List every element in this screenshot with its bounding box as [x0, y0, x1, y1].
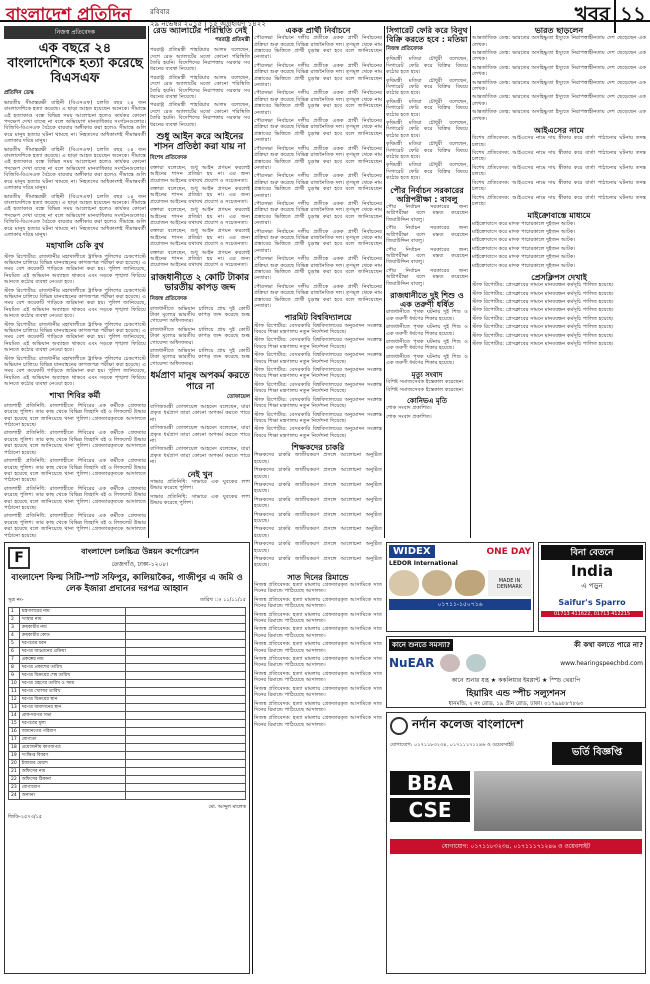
row-value	[126, 608, 246, 616]
notice-org: বাংলাদেশ চলচ্চিত্র উন্নয়ন কর্পোরেশন	[81, 547, 199, 556]
row-value	[126, 752, 246, 760]
story-single-candidate: পৌরসভা নির্বাচনে দলীয় প্রতীকে একক প্রার্থী নির্বাচনের প্রক্রিয়া শুরু করেছে বিভিন্ন রাজনৈতিক দল। তৃণমূল থেকে নাম প্রস্তাবের ভিত্তিতে প্রার্থী চূড়ান্ত করা হবে বলে জানিয়েছেন নেতারা। পৌরসভা নির্বাচনে দলীয় প্রতীকে একক প্রার্থী নির্বাচনের প্রক্রিয়া শুরু করেছে বিভিন্ন রাজনৈতিক দল। তৃণমূল থেকে নাম প্রস্তাবের ভিত্তিতে প্রার্থী চূড়ান্ত করা হবে বলে জানিয়েছেন নেতারা। পৌরসভা নির্বাচনে দলীয় প্রতীকে একক প্রার্থী নির্বাচনের প্রক্রিয়া শুরু করেছে বিভিন্ন রাজনৈতিক দল। তৃণমূল থেকে নাম প্রস্তাবের ভিত্তিতে প্রার্থী চূড়ান্ত করা হবে বলে জানিয়েছেন নেতারা। পৌরসভা নির্বাচনে দলীয় প্রতীকে একক প্রার্থী নির্বাচনের প্রক্রিয়া শুরু করেছে বিভিন্ন রাজনৈতিক দল। তৃণমূল থেকে নাম প্রস্তাবের ভিত্তিতে প্রার্থী চূড়ান্ত করা হবে বলে জানিয়েছেন নেতারা। পৌরসভা নির্বাচনে দলীয় প্রতীকে একক প্রার্থী নির্বাচনের প্রক্রিয়া শুরু করেছে বিভিন্ন রাজনৈতিক দল। তৃণমূল থেকে নাম প্রস্তাবের ভিত্তিতে প্রার্থী চূড়ান্ত করা হবে বলে জানিয়েছেন নেতারা। পৌরসভা নির্বাচনে দলীয় প্রতীকে একক প্রার্থী নির্বাচনের প্রক্রিয়া শুরু করেছে বিভিন্ন রাজনৈতিক দল। তৃণমূল থেকে নাম প্রস্তাবের ভিত্তিতে প্রার্থী চূড়ান্ত করা হবে বলে জানিয়েছেন নেতারা। পৌরসভা নির্বাচনে দলীয় প্রতীকে একক প্রার্থী নির্বাচনের প্রক্রিয়া শুরু করেছে বিভিন্ন রাজনৈতিক দল। তৃণমূল থেকে নাম প্রস্তাবের ভিত্তিতে প্রার্থী চূড়ান্ত করা হবে বলে জানিয়েছেন নেতারা। পৌরসভা নির্বাচনে দলীয় প্রতীকে একক প্রার্থী নির্বাচনের প্রক্রিয়া শুরু করেছে বিভিন্ন রাজনৈতিক দল। তৃণমূল থেকে নাম প্রস্তাবের ভিত্তিতে প্রার্থী চূড়ান্ত করা হবে বলে জানিয়েছেন নেতারা। পৌরসভা নির্বাচনে দলীয় প্রতীকে একক প্রার্থী নির্বাচনের প্রক্রিয়া শুরু করেছে বিভিন্ন রাজনৈতিক দল। তৃণমূল থেকে নাম প্রস্তাবের ভিত্তিতে প্রার্থী চূড়ান্ত করা হবে বলে জানিয়েছেন নেতারা। পৌরসভা নির্বাচনে দলীয় প্রতীকে একক প্রার্থী নির্বাচনের প্রক্রিয়া শুরু করেছে বিভিন্ন রাজনৈতিক দল। তৃণমূল থেকে নাম প্রস্তাবের ভিত্তিতে প্রার্থী চূড়ান্ত করা হবে বলে জানিয়েছেন নেতারা।	[254, 35, 382, 310]
notice-address: তেজগাঁও, ঢাকা-১২০৮।	[111, 561, 169, 568]
row-number: 12	[9, 696, 20, 704]
headline-condolence: কোনিভএ মৃতি	[406, 397, 448, 406]
story-rape: রাজধানীতে পৃথক ঘটনায় দুই শিশু ও এক তরুণী ধর্ষণের শিকার হয়েছে। রাজধানীতে পৃথক ঘটনায় দুই শিশু ও এক তরুণী ধর্ষণের শিকার হয়েছে। রাজধানীতে পৃথক ঘটনায় দুই শিশু ও এক তরুণী ধর্ষণের শিকার হয়েছে। রাজধানীতে পৃথক ঘটনায় দুই শিশু ও এক তরুণী ধর্ষণের শিকার হয়েছে।	[386, 309, 468, 367]
widex-company: LEDOR International	[389, 560, 458, 567]
story-is: বিশেষ প্রতিবেদক: আইএসের নামে দায় স্বীকার করে বার্তা পাঠানোর ঘটনায় তদন্ত চলছে। বিশেষ প্রতিবেদক: আইএসের নামে দায় স্বীকার করে বার্তা পাঠানোর ঘটনায় তদন্ত চলছে। বিশেষ প্রতিবেদক: আইএসের নামে দায় স্বীকার করে বার্তা পাঠানোর ঘটনায় তদন্ত চলছে। বিশেষ প্রতিবেদক: আইএসের নামে দায় স্বীকার করে বার্তা পাঠানোর ঘটনায় তদন্ত চলছে। বিশেষ প্রতিবেদক: আইএসের নামে দায় স্বীকার করে বার্তা পাঠানোর ঘটনায় তদন্ত চলছে।	[472, 135, 646, 207]
row-value	[126, 712, 246, 720]
hearing-aid-icon	[422, 570, 452, 596]
widex-ad	[386, 542, 534, 632]
story-left-india: আন্তর্জাতিক ডেস্ক: ভারতের অসহিষ্ণুতা ইস্যুতে নিরাপত্তাহীনতায় দেশ ছেড়েছেন এক লেখক। আন্তর্জাতিক ডেস্ক: ভারতের অসহিষ্ণুতা ইস্যুতে নিরাপত্তাহীনতায় দেশ ছেড়েছেন এক লেখক। আন্তর্জাতিক ডেস্ক: ভারতের অসহিষ্ণুতা ইস্যুতে নিরাপত্তাহীনতায় দেশ ছেড়েছেন এক লেখক। আন্তর্জাতিক ডেস্ক: ভারতের অসহিষ্ণুতা ইস্যুতে নিরাপত্তাহীনতায় দেশ ছেড়েছেন এক লেখক। আন্তর্জাতিক ডেস্ক: ভারতের অসহিষ্ণুতা ইস্যুতে নিরাপত্তাহীনতায় দেশ ছেড়েছেন এক লেখক। আন্তর্জাতিক ডেস্ক: ভারতের অসহিষ্ণুতা ইস্যুতে নিরাপত্তাহীনতায় দেশ ছেড়েছেন এক লেখক।	[472, 35, 646, 122]
admission-badge: ভর্তি বিজ্ঞপ্তি	[552, 742, 642, 765]
table-row	[9, 752, 246, 760]
kicker: নিজস্ব প্রতিবেদক	[4, 26, 146, 39]
row-value	[126, 704, 246, 712]
row-number: 16	[9, 728, 20, 736]
headline-remand: সাত দিনের রিমান্ডে	[287, 572, 349, 582]
nuear-question: কানে শুনতে সমস্যা?	[389, 639, 453, 651]
row-value	[126, 640, 246, 648]
hearing-aid-icon	[455, 570, 485, 596]
table-row	[9, 608, 246, 616]
row-value	[126, 648, 246, 656]
story-obituary: বিশিষ্ট সমাজসেবক ইন্তেকাল করেছেন। বিশিষ্ট সমাজসেবক ইন্তেকাল করেছেন।	[386, 378, 464, 394]
table-row	[9, 632, 246, 640]
row-value	[126, 616, 246, 624]
row-number: 1	[9, 608, 20, 616]
row-number: 14	[9, 712, 20, 720]
row-number: 20	[9, 760, 20, 768]
column-2	[150, 26, 250, 538]
table-row	[9, 664, 246, 672]
story-remand: নিজস্ব প্রতিবেদক: হত্যা মামলায় গ্রেফতারকৃত আসামিকে সাত দিনের রিমান্ডে পাঠিয়েছে আদালত। নিজস্ব প্রতিবেদক: হত্যা মামলায় গ্রেফতারকৃত আসামিকে সাত দিনের রিমান্ডে পাঠিয়েছে আদালত। নিজস্ব প্রতিবেদক: হত্যা মামলায় গ্রেফতারকৃত আসামিকে সাত দিনের রিমান্ডে পাঠিয়েছে আদালত। নিজস্ব প্রতিবেদক: হত্যা মামলায় গ্রেফতারকৃত আসামিকে সাত দিনের রিমান্ডে পাঠিয়েছে আদালত। নিজস্ব প্রতিবেদক: হত্যা মামলায় গ্রেফতারকৃত আসামিকে সাত দিনের রিমান্ডে পাঠিয়েছে আদালত। নিজস্ব প্রতিবেদক: হত্যা মামলায় গ্রেফতারকৃত আসামিকে সাত দিনের রিমান্ডে পাঠিয়েছে আদালত। নিজস্ব প্রতিবেদক: হত্যা মামলায় গ্রেফতারকৃত আসামিকে সাত দিনের রিমান্ডে পাঠিয়েছে আদালত। নিজস্ব প্রতিবেদক: হত্যা মামলায় গ্রেফতারকৃত আসামিকে সাত দিনের রিমান্ডে পাঠিয়েছে আদালত। নিজস্ব প্রতিবেদক: হত্যা মামলায় গ্রেফতারকৃত আসামিকে সাত দিনের রিমান্ডে পাঠিয়েছে আদালত। নিজস্ব প্রতিবেদক: হত্যা মামলায় গ্রেফতারকৃত আসামিকে সাত দিনের রিমান্ডে পাঠিয়েছে আদালত।	[254, 582, 382, 728]
row-label: প্রকল্পের নাম	[19, 656, 126, 664]
headline-is: আইএসের নামে	[533, 126, 584, 136]
row-value	[126, 728, 246, 736]
headline-shibir: শাখা শিবির কর্মী	[49, 390, 101, 400]
row-number: 9	[9, 672, 20, 680]
row-number: 13	[9, 704, 20, 712]
row-label: দরপত্র বিক্রয়ের শেষ তারিখ	[19, 672, 126, 680]
nuear-ad	[386, 636, 646, 708]
headline-babul: পৌর নির্বাচন সরকারের অগ্নিপরীক্ষা : বাবলু	[390, 185, 464, 204]
row-number: 6	[9, 648, 20, 656]
headline-teachers: শিক্ষকদের চাকরি	[291, 443, 345, 453]
row-label: দরপত্র প্রকাশের তারিখ	[19, 664, 126, 672]
row-value	[126, 792, 246, 800]
table-row	[9, 704, 246, 712]
table-row	[9, 616, 246, 624]
column-rule	[252, 26, 253, 974]
headline-left-india: ভারত ছাড়লেন	[534, 26, 584, 35]
row-number: 7	[9, 656, 20, 664]
row-label: দরপত্র খোলার তারিখ	[19, 688, 126, 696]
saifurs-phone: 01713 411622, 01713 412215	[541, 611, 643, 617]
row-number: 2	[9, 616, 20, 624]
hearing-aid-icon	[466, 654, 486, 672]
nuear-company: হিয়ারিং এন্ড স্পীচ সল্যুশনস	[466, 689, 566, 699]
table-row	[9, 784, 246, 792]
row-number: 23	[9, 784, 20, 792]
table-row	[9, 680, 246, 688]
row-label: প্রাক-দরপত্র সভা	[19, 712, 126, 720]
date: ২৯ নভেম্বর ২০১৫ | ১৫ অগ্রহায়ণ ১৪২২	[150, 20, 266, 28]
hearing-aid-icon	[389, 570, 419, 596]
widex-made: MADE IN DENMARK	[488, 570, 531, 596]
byline-cloth: নিজস্ব প্রতিবেদক	[150, 295, 187, 302]
college-name: নর্দান কলেজ বাংলাদেশ	[412, 717, 524, 731]
row-value	[126, 768, 246, 776]
college-logo-icon	[390, 717, 408, 735]
row-value	[126, 736, 246, 744]
story-university: স্টাফ রিপোর্টার: বেসরকারি বিশ্ববিদ্যালয়ের অনুমোদন সংক্রান্ত বিষয়ে শিক্ষা মন্ত্রণালয় নতুন নির্দেশনা দিয়েছে। স্টাফ রিপোর্টার: বেসরকারি বিশ্ববিদ্যালয়ের অনুমোদন সংক্রান্ত বিষয়ে শিক্ষা মন্ত্রণালয় নতুন নির্দেশনা দিয়েছে। স্টাফ রিপোর্টার: বেসরকারি বিশ্ববিদ্যালয়ের অনুমোদন সংক্রান্ত বিষয়ে শিক্ষা মন্ত্রণালয় নতুন নির্দেশনা দিয়েছে। স্টাফ রিপোর্টার: বেসরকারি বিশ্ববিদ্যালয়ের অনুমোদন সংক্রান্ত বিষয়ে শিক্ষা মন্ত্রণালয় নতুন নির্দেশনা দিয়েছে। স্টাফ রিপোর্টার: বেসরকারি বিশ্ববিদ্যালয়ের অনুমোদন সংক্রান্ত বিষয়ে শিক্ষা মন্ত্রণালয় নতুন নির্দেশনা দিয়েছে। স্টাফ রিপোর্টার: বেসরকারি বিশ্ববিদ্যালয়ের অনুমোদন সংক্রান্ত বিষয়ে শিক্ষা মন্ত্রণালয় নতুন নির্দেশনা দিয়েছে। স্টাফ রিপোর্টার: বেসরকারি বিশ্ববিদ্যালয়ের অনুমোদন সংক্রান্ত বিষয়ে শিক্ষা মন্ত্রণালয় নতুন নির্দেশনা দিয়েছে। স্টাফ রিপোর্টার: বেসরকারি বিশ্ববিদ্যালয়ের অনুমোদন সংক্রান্ত বিষয়ে শিক্ষা মন্ত্রণালয় নতুন নির্দেশনা দিয়েছে।	[254, 322, 382, 439]
students-photo	[474, 771, 642, 831]
headline-murder: নেই খুন	[187, 469, 213, 479]
row-number: 21	[9, 768, 20, 776]
table-row	[9, 640, 246, 648]
table-row	[9, 776, 246, 784]
story-microbus: মাইক্রোবাসে করে মাদক পাচারকালে দুইজন আটক। মাইক্রোবাসে করে মাদক পাচারকালে দুইজন আটক। মাইক্রোবাসে করে মাদক পাচারকালে দুইজন আটক। মাইক্রোবাসে করে মাদক পাচারকালে দুইজন আটক। মাইক্রোবাসে করে মাদক পাচারকালে দুইজন আটক। মাইক্রোবাসে করে মাদক পাচারকালে দুইজন আটক।	[472, 220, 576, 269]
nuear-logo: NuEAR	[389, 656, 435, 670]
headline-tofail: ধর্মপ্রাণ মানুষ অপকর্ম করতে পারে না	[150, 371, 250, 392]
headline-single-candidate: একক প্রার্থী নির্বাচনে	[285, 26, 351, 35]
college-contact: যোগাযোগ: ০১৭১১৮৩২৩৪, ০১৭১১১৭১২৪৬ ও ওয়েবসাইট	[390, 839, 642, 854]
story-cigarette: কৃষিমন্ত্রী মতিয়া চৌধুরী বলেছেন, সিগারেট ফেরি করে বিক্রির বিষয়ে কঠোর হতে হবে। কৃষিমন্ত্রী মতিয়া চৌধুরী বলেছেন, সিগারেট ফেরি করে বিক্রির বিষয়ে কঠোর হতে হবে। কৃষিমন্ত্রী মতিয়া চৌধুরী বলেছেন, সিগারেট ফেরি করে বিক্রির বিষয়ে কঠোর হতে হবে। কৃষিমন্ত্রী মতিয়া চৌধুরী বলেছেন, সিগারেট ফেরি করে বিক্রির বিষয়ে কঠোর হতে হবে। কৃষিমন্ত্রী মতিয়া চৌধুরী বলেছেন, সিগারেট ফেরি করে বিক্রির বিষয়ে কঠোর হতে হবে। কৃষিমন্ত্রী মতিয়া চৌধুরী বলেছেন, সিগারেট ফেরি করে বিক্রির বিষয়ে কঠোর হতে হবে।	[386, 56, 468, 182]
table-row	[9, 624, 246, 632]
row-number: 8	[9, 664, 20, 672]
widex-logo: WIDEX	[389, 545, 435, 558]
table-row	[9, 792, 246, 800]
row-label: দরপত্র জমাদানের স্থান	[19, 704, 126, 712]
row-value	[126, 696, 246, 704]
row-label: দরপত্র আহ্বানের প্রক্রিয়া	[19, 648, 126, 656]
india-ad-title: বিনা বেতনে	[541, 545, 643, 560]
headline-pressclub: প্রেসক্লিপস দেখাই	[531, 272, 587, 282]
widex-tag: ONE DAY	[486, 546, 531, 557]
row-label: অফিসের নাম	[19, 768, 126, 776]
row-label: দরপত্রের মূল্য	[19, 720, 126, 728]
column-1	[4, 26, 146, 538]
page-number: ১১	[614, 0, 646, 33]
row-value	[126, 680, 246, 688]
row-value	[126, 760, 246, 768]
story-teachers: শিক্ষকদের চাকরি জাতীয়করণ প্রসঙ্গে আলোচনা অনুষ্ঠিত হয়েছে। শিক্ষকদের চাকরি জাতীয়করণ প্রসঙ্গে আলোচনা অনুষ্ঠিত হয়েছে। শিক্ষকদের চাকরি জাতীয়করণ প্রসঙ্গে আলোচনা অনুষ্ঠিত হয়েছে। শিক্ষকদের চাকরি জাতীয়করণ প্রসঙ্গে আলোচনা অনুষ্ঠিত হয়েছে। শিক্ষকদের চাকরি জাতীয়করণ প্রসঙ্গে আলোচনা অনুষ্ঠিত হয়েছে। শিক্ষকদের চাকরি জাতীয়করণ প্রসঙ্গে আলোচনা অনুষ্ঠিত হয়েছে। শিক্ষকদের চাকরি জাতীয়করণ প্রসঙ্গে আলোচনা অনুষ্ঠিত হয়েছে। শিক্ষকদের চাকরি জাতীয়করণ প্রসঙ্গে আলোচনা অনুষ্ঠিত হয়েছে।	[254, 452, 382, 569]
day: রবিবার	[150, 8, 170, 16]
table-row	[9, 648, 246, 656]
table-row	[9, 736, 246, 744]
headline-checkpost: মহাখালি চেকি বুথ	[46, 241, 104, 251]
row-number: 5	[9, 640, 20, 648]
row-value	[126, 688, 246, 696]
row-number: 15	[9, 720, 20, 728]
byline-cigarette: নিজস্ব প্রতিবেদক	[386, 46, 423, 53]
notice-title: বাংলাদেশ ফিল্ম সিটি-স্পট সফিপুর, কালিয়াকৈর, গাজীপুর এ জমি ও লেক ইজারা প্রদানের দরপত্র আহ্বান	[11, 573, 243, 594]
row-label: প্রয়োজনীয় কাগজপত্র	[19, 744, 126, 752]
headline-university: পারমিট বিশ্ববিদ্যালয়ে	[284, 313, 352, 323]
row-number: 4	[9, 632, 20, 640]
cse-label: CSE	[390, 798, 470, 822]
row-label: দরপত্র গ্রহণের তারিখ ও সময়	[19, 680, 126, 688]
nuear-question-2: কী কথা বলতে পারে না?	[574, 641, 643, 649]
row-value	[126, 744, 246, 752]
row-label: দরপত্র বিক্রয়ের স্থান	[19, 696, 126, 704]
row-label: অন্যান্য	[19, 792, 126, 800]
story-babul: পৌর নির্বাচন সরকারের জন্য অগ্নিপরীক্ষা বলে মন্তব্য করেছেন জিয়াউদ্দিন বাবলু। পৌর নির্বাচন সরকারের জন্য অগ্নিপরীক্ষা বলে মন্তব্য করেছেন জিয়াউদ্দিন বাবলু। পৌর নির্বাচন সরকারের জন্য অগ্নিপরীক্ষা বলে মন্তব্য করেছেন জিয়াউদ্দিন বাবলু। পৌর নির্বাচন সরকারের জন্য অগ্নিপরীক্ষা বলে মন্তব্য করেছেন জিয়াউদ্দিন বাবলু।	[386, 204, 468, 287]
story-murder: সাভার প্রতিনিধি: সাভারে এক যুবকের লাশ উদ্ধার করেছে পুলিশ। সাভার প্রতিনিধি: সাভারে এক যুবকের লাশ উদ্ধার করেছে পুলিশ।	[150, 478, 250, 506]
northern-college-ad	[386, 712, 646, 974]
row-label: ইজারার মেয়াদ	[19, 760, 126, 768]
story-shibir: রাজশাহী প্রতিনিধি: রাজশাহীতে শিবিরের এক কর্মীকে গ্রেফতার করেছে পুলিশ। তার কাছ থেকে বিভিন্ন জিহাদি বই ও লিফলেট উদ্ধার করা হয়েছে বলে জানিয়েছে থানা পুলিশ। গ্রেফতারকৃতকে আদালতে পাঠানো হয়েছে। রাজশাহী প্রতিনিধি: রাজশাহীতে শিবিরের এক কর্মীকে গ্রেফতার করেছে পুলিশ। তার কাছ থেকে বিভিন্ন জিহাদি বই ও লিফলেট উদ্ধার করা হয়েছে বলে জানিয়েছে থানা পুলিশ। গ্রেফতারকৃতকে আদালতে পাঠানো হয়েছে। রাজশাহী প্রতিনিধি: রাজশাহীতে শিবিরের এক কর্মীকে গ্রেফতার করেছে পুলিশ। তার কাছ থেকে বিভিন্ন জিহাদি বই ও লিফলেট উদ্ধার করা হয়েছে বলে জানিয়েছে থানা পুলিশ। গ্রেফতারকৃতকে আদালতে পাঠানো হয়েছে। রাজশাহী প্রতিনিধি: রাজশাহীতে শিবিরের এক কর্মীকে গ্রেফতার করেছে পুলিশ। তার কাছ থেকে বিভিন্ন জিহাদি বই ও লিফলেট উদ্ধার করা হয়েছে বলে জানিয়েছে থানা পুলিশ। গ্রেফতারকৃতকে আদালতে পাঠানো হয়েছে। রাজশাহী প্রতিনিধি: রাজশাহীতে শিবিরের এক কর্মীকে গ্রেফতার করেছে পুলিশ। তার কাছ থেকে বিভিন্ন জিহাদি বই ও লিফলেট উদ্ধার করা হয়েছে বলে জানিয়েছে থানা পুলিশ। গ্রেফতারকৃতকে আদালতে পাঠানো হয়েছে।	[4, 402, 146, 538]
row-label: অফিসের ঠিকানা	[19, 776, 126, 784]
headline-obituary: মৃত্যু সংবাদ	[411, 370, 443, 379]
headline-rule-of-law: শুধু আইন করে আইনের শাসন প্রতিষ্ঠা করা যায় না	[154, 132, 246, 153]
row-number: 19	[9, 752, 20, 760]
column-5	[472, 26, 646, 538]
bba-label: BBA	[390, 771, 470, 795]
row-label: সংক্ষিপ্ত বিবরণ	[19, 752, 126, 760]
column-rule	[470, 26, 471, 538]
story-checkpost: স্টাফ রিপোর্টার: রাজধানীর মহাখালীতে ট্রাফিক পুলিশের চেকপোস্টে অভিযান চালিয়ে বিভিন্ন যানবাহনের কাগজপত্র পরীক্ষা করা হয়েছে। এ সময় বেশ কয়েকটি গাড়িকে জরিমানা করা হয়। পুলিশ জানিয়েছে, নিয়মিত এই অভিযান অব্যাহত থাকবে এবং সড়কে শৃঙ্খলা ফিরিয়ে আনতে কঠোর ব্যবস্থা নেওয়া হবে। স্টাফ রিপোর্টার: রাজধানীর মহাখালীতে ট্রাফিক পুলিশের চেকপোস্টে অভিযান চালিয়ে বিভিন্ন যানবাহনের কাগজপত্র পরীক্ষা করা হয়েছে। এ সময় বেশ কয়েকটি গাড়িকে জরিমানা করা হয়। পুলিশ জানিয়েছে, নিয়মিত এই অভিযান অব্যাহত থাকবে এবং সড়কে শৃঙ্খলা ফিরিয়ে আনতে কঠোর ব্যবস্থা নেওয়া হবে। স্টাফ রিপোর্টার: রাজধানীর মহাখালীতে ট্রাফিক পুলিশের চেকপোস্টে অভিযান চালিয়ে বিভিন্ন যানবাহনের কাগজপত্র পরীক্ষা করা হয়েছে। এ সময় বেশ কয়েকটি গাড়িকে জরিমানা করা হয়। পুলিশ জানিয়েছে, নিয়মিত এই অভিযান অব্যাহত থাকবে এবং সড়কে শৃঙ্খলা ফিরিয়ে আনতে কঠোর ব্যবস্থা নেওয়া হবে। স্টাফ রিপোর্টার: রাজধানীর মহাখালীতে ট্রাফিক পুলিশের চেকপোস্টে অভিযান চালিয়ে বিভিন্ন যানবাহনের কাগজপত্র পরীক্ষা করা হয়েছে। এ সময় বেশ কয়েকটি গাড়িকে জরিমানা করা হয়। পুলিশ জানিয়েছে, নিয়মিত এই অভিযান অব্যাহত থাকবে এবং সড়কে শৃঙ্খলা ফিরিয়ে আনতে কঠোর ব্যবস্থা নেওয়া হবে।	[4, 253, 146, 388]
headline-cloth-seized: রাজধানীতে ২ কোটি টাকার ভারতীয় কাপড় জব্দ	[150, 272, 250, 294]
table-row	[9, 768, 246, 776]
row-value	[126, 632, 246, 640]
table-row	[9, 656, 246, 664]
row-label: মন্ত্রণালয়ের নাম	[19, 608, 126, 616]
row-label: যোগাযোগ	[19, 784, 126, 792]
nuear-services: কানে শুনার যন্ত্র ★ ককলিয়ার ইমপ্লান্ট ★ স্পিচ থেরাপি	[451, 677, 581, 684]
table-row	[9, 696, 246, 704]
notice-table	[8, 607, 246, 800]
notice-signature: মো. আব্দুল মালেক	[208, 804, 246, 811]
column-rule	[384, 26, 385, 538]
college-ad-text: যোগাযোগ: ০১৭১১৮৩২৩৪, ০১৭১১১৭১২৪৬ ও ওয়েবসাইট	[390, 742, 514, 748]
nuear-address: ধানমন্ডি, ২ নং রোড, ১৯ গ্রীন রোড, ঢাকা। ০১৭৯৯৮৮৭৮৬৩	[448, 701, 584, 707]
headline-microbus: মাইক্রোবাস্তে মাধ্যমে	[527, 211, 591, 221]
byline: প্রতিদিন ডেস্ক	[4, 89, 34, 96]
table-row	[9, 672, 246, 680]
notice-ref: সূত্র নং-	[8, 597, 24, 604]
row-value	[126, 672, 246, 680]
story-pressclub: স্টাফ রিপোর্টার: প্রেসক্লাবের সামনে মানববন্ধন কর্মসূচি পালিত হয়েছে। স্টাফ রিপোর্টার: প্রেসক্লাবের সামনে মানববন্ধন কর্মসূচি পালিত হয়েছে। স্টাফ রিপোর্টার: প্রেসক্লাবের সামনে মানববন্ধন কর্মসূচি পালিত হয়েছে। স্টাফ রিপোর্টার: প্রেসক্লাবের সামনে মানববন্ধন কর্মসূচি পালিত হয়েছে। স্টাফ রিপোর্টার: প্রেসক্লাবের সামনে মানববন্ধন কর্মসূচি পালিত হয়েছে। স্টাফ রিপোর্টার: প্রেসক্লাবের সামনে মানববন্ধন কর্মসূচি পালিত হয়েছে। স্টাফ রিপোর্টার: প্রেসক্লাবের সামনে মানববন্ধন কর্মসূচি পালিত হয়েছে। স্টাফ রিপোর্টার: প্রেসক্লাবের সামনে মানববন্ধন কর্মসূচি পালিত হয়েছে।	[472, 282, 614, 347]
headline-cigarette: সিগারেট ফেরি করে বিনুথ বিক্রি করতে হবে : মতিয়া	[386, 26, 468, 45]
row-value	[126, 656, 246, 664]
story-cloth: রাজধানীতে অভিযান চালিয়ে প্রায় দুই কোটি টাকা মূল্যের ভারতীয় কাপড় জব্দ করেছে শুল্ক গোয়েন্দা অধিদফতর। রাজধানীতে অভিযান চালিয়ে প্রায় দুই কোটি টাকা মূল্যের ভারতীয় কাপড় জব্দ করেছে শুল্ক গোয়েন্দা অধিদফতর। রাজধানীতে অভিযান চালিয়ে প্রায় দুই কোটি টাকা মূল্যের ভারতীয় কাপড় জব্দ করেছে শুল্ক গোয়েন্দা অধিদফতর।	[150, 305, 250, 367]
story-tofail: বাণিজ্যমন্ত্রী তোফায়েল আহমেদ বলেছেন, যারা প্রকৃত ধর্মপ্রাণ তারা কোনো অপকর্ম করতে পারে না। বাণিজ্যমন্ত্রী তোফায়েল আহমেদ বলেছেন, যারা প্রকৃত ধর্মপ্রাণ তারা কোনো অপকর্ম করতে পারে না। বাণিজ্যমন্ত্রী তোফায়েল আহমেদ বলেছেন, যারা প্রকৃত ধর্মপ্রাণ তারা কোনো অপকর্ম করতে পারে না।	[150, 403, 250, 466]
table-row	[9, 728, 246, 736]
row-number: 3	[9, 624, 20, 632]
row-label: দরপত্রের ধরন	[19, 640, 126, 648]
row-value	[126, 624, 246, 632]
row-value	[126, 664, 246, 672]
notice-footer: জিডি-২৫৭৩/১৫	[8, 814, 42, 821]
widex-phone: ০১৭১১-১৫০৭১৬	[389, 599, 531, 610]
row-number: 10	[9, 680, 20, 688]
bfdc-logo-icon: F	[8, 547, 30, 569]
row-label: যোগ্যতা	[19, 736, 126, 744]
row-label: ক্রয়কারীর কোড	[19, 632, 126, 640]
story-condolence: শোক সংবাদ প্রকাশিত। শোক সংবাদ প্রকাশিত।	[386, 405, 432, 420]
story-bsf: ভারতীয় সীমান্তরক্ষী বাহিনী (বিএসএফ) চলতি বছর ২৪ জন বাংলাদেশিকে হত্যা করেছে। এ ছাড়া আহত হয়েছেন অনেকে। সীমান্তে এই হত্যাকাণ্ড বন্ধে বিভিন্ন সময় আলোচনা হলেও কার্যকর কোনো পদক্ষেপ দেখা যাচ্ছে না বলে অভিযোগ মানবাধিকার সংগঠনগুলোর। বিজিবি-বিএসএফ বৈঠকে বারবার অঙ্গীকার করা হলেও সীমান্তে গুলি করে মানুষ হত্যার ঘটনা থামছে না। নিহতদের অধিকাংশই সীমান্তবর্তী এলাকার দরিদ্র মানুষ। ভারতীয় সীমান্তরক্ষী বাহিনী (বিএসএফ) চলতি বছর ২৪ জন বাংলাদেশিকে হত্যা করেছে। এ ছাড়া আহত হয়েছেন অনেকে। সীমান্তে এই হত্যাকাণ্ড বন্ধে বিভিন্ন সময় আলোচনা হলেও কার্যকর কোনো পদক্ষেপ দেখা যাচ্ছে না বলে অভিযোগ মানবাধিকার সংগঠনগুলোর। বিজিবি-বিএসএফ বৈঠকে বারবার অঙ্গীকার করা হলেও সীমান্তে গুলি করে মানুষ হত্যার ঘটনা থামছে না। নিহতদের অধিকাংশই সীমান্তবর্তী এলাকার দরিদ্র মানুষ। ভারতীয় সীমান্তরক্ষী বাহিনী (বিএসএফ) চলতি বছর ২৪ জন বাংলাদেশিকে হত্যা করেছে। এ ছাড়া আহত হয়েছেন অনেকে। সীমান্তে এই হত্যাকাণ্ড বন্ধে বিভিন্ন সময় আলোচনা হলেও কার্যকর কোনো পদক্ষেপ দেখা যাচ্ছে না বলে অভিযোগ মানবাধিকার সংগঠনগুলোর। বিজিবি-বিএসএফ বৈঠকে বারবার অঙ্গীকার করা হলেও সীমান্তে গুলি করে মানুষ হত্যার ঘটনা থামছে না। নিহতদের অধিকাংশই সীমান্তবর্তী এলাকার দরিদ্র মানুষ।	[4, 99, 146, 238]
column-4	[386, 26, 468, 538]
row-number: 24	[9, 792, 20, 800]
byline-tofail: তোফায়েল	[226, 393, 250, 400]
table-row	[9, 744, 246, 752]
hearing-aid-icon	[440, 654, 460, 672]
saifurs-logo: Saifur's Sparro	[558, 598, 626, 607]
headline-rape: রাজধানীতে দুই শিশু ও এক তরুণী ধর্ষিত	[390, 290, 464, 310]
nuear-website: www.hearingspeechbd.com	[560, 659, 643, 667]
row-label: সংস্থার নাম	[19, 616, 126, 624]
story-red-alert: পররাষ্ট্র প্রতিমন্ত্রী শাহরিয়ার আলম বলেছেন, দেশে রেড অ্যালার্টের মতো কোনো পরিস্থিতি তৈরি হয়নি। বিদেশিদের নিরাপত্তায় সরকার সব ধরনের ব্যবস্থা নিয়েছে। পররাষ্ট্র প্রতিমন্ত্রী শাহরিয়ার আলম বলেছেন, দেশে রেড অ্যালার্টের মতো কোনো পরিস্থিতি তৈরি হয়নি। বিদেশিদের নিরাপত্তায় সরকার সব ধরনের ব্যবস্থা নিয়েছে। পররাষ্ট্র প্রতিমন্ত্রী শাহরিয়ার আলম বলেছেন, দেশে রেড অ্যালার্টের মতো কোনো পরিস্থিতি তৈরি হয়নি। বিদেশিদের নিরাপত্তায় সরকার সব ধরনের ব্যবস্থা নিয়েছে।	[150, 47, 250, 128]
india-ad-sub: এ পড়ুন	[581, 582, 603, 590]
row-number: 17	[9, 736, 20, 744]
story-rule-of-law: বক্তারা বলেছেন, শুধু আইন প্রণয়ন করলেই আইনের শাসন প্রতিষ্ঠা হয় না। এর জন্য প্রয়োজন আইনের যথাযথ প্রয়োগ ও সচেতনতা। বক্তারা বলেছেন, শুধু আইন প্রণয়ন করলেই আইনের শাসন প্রতিষ্ঠা হয় না। এর জন্য প্রয়োজন আইনের যথাযথ প্রয়োগ ও সচেতনতা। বক্তারা বলেছেন, শুধু আইন প্রণয়ন করলেই আইনের শাসন প্রতিষ্ঠা হয় না। এর জন্য প্রয়োজন আইনের যথাযথ প্রয়োগ ও সচেতনতা। বক্তারা বলেছেন, শুধু আইন প্রণয়ন করলেই আইনের শাসন প্রতিষ্ঠা হয় না। এর জন্য প্রয়োজন আইনের যথাযথ প্রয়োগ ও সচেতনতা। বক্তারা বলেছেন, শুধু আইন প্রণয়ন করলেই আইনের শাসন প্রতিষ্ঠা হয় না। এর জন্য প্রয়োজন আইনের যথাযথ প্রয়োগ ও সচেতনতা।	[150, 164, 250, 269]
row-value	[126, 776, 246, 784]
table-row	[9, 688, 246, 696]
table-row	[9, 720, 246, 728]
row-label: ক্রয়কারীর নাম	[19, 624, 126, 632]
tender-notice	[4, 542, 250, 974]
byline-rule-of-law: বিশেষ প্রতিবেদক	[150, 154, 187, 161]
row-number: 22	[9, 776, 20, 784]
column-rule	[148, 26, 149, 538]
newspaper-logo: বাংলাদেশ প্রতিদিন	[6, 5, 132, 25]
table-row	[9, 760, 246, 768]
headline-bsf: এক বছরে ২৪ বাংলাদেশিকে হত্যা করেছে বিএসএফ	[7, 41, 143, 86]
headline-red-alert: রেড অ্যালার্টের পরিস্থিতি নেই	[153, 26, 247, 35]
notice-date: তারিখ ঃ ১১/১১/১৫	[200, 597, 246, 604]
row-number: 18	[9, 744, 20, 752]
table-row	[9, 712, 246, 720]
row-value	[126, 784, 246, 792]
india-study-ad	[538, 542, 646, 632]
row-number: 11	[9, 688, 20, 696]
column-3	[254, 26, 382, 974]
row-label: জামানতের পরিমাণ	[19, 728, 126, 736]
section-name: খবর	[574, 2, 610, 26]
india-ad-big: India	[570, 562, 614, 580]
row-value	[126, 720, 246, 728]
byline-red-alert: পররাষ্ট্র প্রতিমন্ত্রী	[214, 37, 250, 44]
